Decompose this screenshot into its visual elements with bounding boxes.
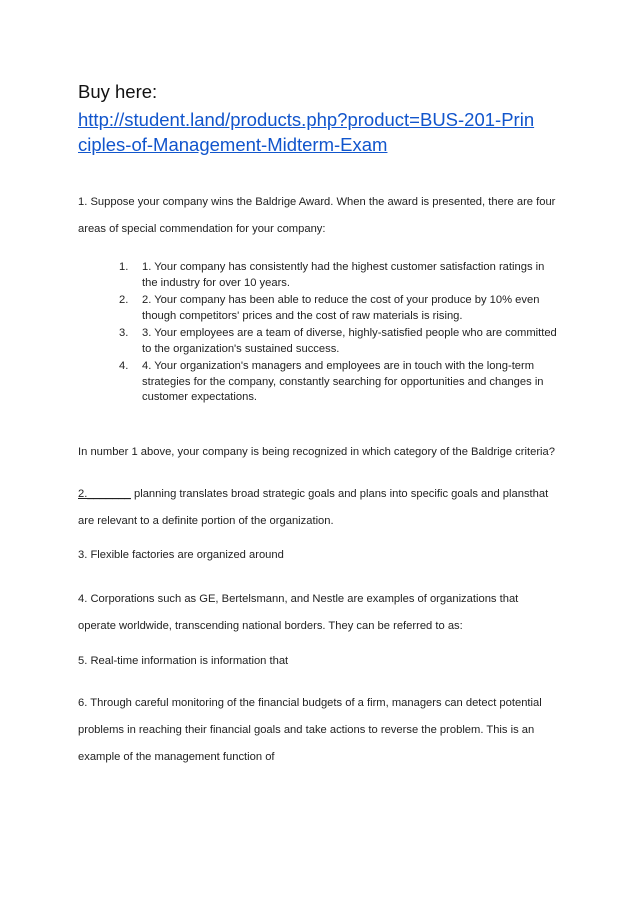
question-1-line-1: 1. Suppose your company wins the Baldrige Award. When the award is presented, there are four <box>78 196 556 208</box>
question-6-line-2: problems in reaching their financial goals and take actions to reverse the problem. This is an <box>78 724 535 736</box>
commendation-list <box>119 260 559 408</box>
question-2-blank: 2._______ <box>78 488 131 500</box>
product-link-line-2[interactable]: ciples-of-Management-Midterm-Exam <box>78 134 388 155</box>
product-link[interactable] <box>78 107 568 157</box>
list-item-number: 1. <box>119 261 129 273</box>
list-item-text: 4. Your organization's managers and employees are in touch with the long-term strategies for the company, constantly searching for opportunities and changes in customer expectations. <box>142 360 544 403</box>
question-1-followup: In number 1 above, your company is being recognized in which category of the Baldrige criteria? <box>78 446 555 458</box>
list-item <box>119 260 559 291</box>
product-link-line-1[interactable]: http://student.land/products.php?product=BUS-201-Prin <box>78 109 535 130</box>
list-item-text: 2. Your company has been able to reduce the cost of your produce by 10% even though competitors' prices and the cost of raw materials is rising. <box>142 294 540 322</box>
list-item-number: 4. <box>119 360 129 372</box>
list-item-text: 3. Your employees are a team of diverse, highly-satisfied people who are committed to the organization's sustained success. <box>142 327 557 355</box>
list-item <box>119 293 559 324</box>
question-2-line-1-text: planning translates broad strategic goals and plans into specific goals and plansthat <box>130 488 549 500</box>
question-4 <box>78 586 578 640</box>
list-item-number: 2. <box>119 294 129 306</box>
question-5: 5. Real-time information is information that <box>78 655 289 667</box>
buy-here-label: Buy here: <box>78 81 158 102</box>
question-6-line-1: 6. Through careful monitoring of the financial budgets of a firm, managers can detect potential <box>78 697 542 709</box>
question-1-line-2: areas of special commendation for your company: <box>78 223 326 235</box>
question-2 <box>78 481 578 535</box>
question-3: 3. Flexible factories are organized around <box>78 549 284 561</box>
question-2-line-1 <box>78 481 578 508</box>
list-item-number: 3. <box>119 327 129 339</box>
question-6-line-3: example of the management function of <box>78 751 275 763</box>
question-1-intro <box>78 189 578 243</box>
question-4-line-2: operate worldwide, transcending national borders. They can be referred to as: <box>78 620 463 632</box>
list-item-text: 1. Your company has consistently had the highest customer satisfaction ratings in the industry for over 10 years. <box>142 261 545 289</box>
question-4-line-1: 4. Corporations such as GE, Bertelsmann, and Nestle are examples of organizations that <box>78 593 519 605</box>
question-2-line-2: are relevant to a definite portion of the organization. <box>78 515 334 527</box>
question-6 <box>78 690 578 771</box>
list-item <box>119 359 559 406</box>
list-item <box>119 326 559 357</box>
